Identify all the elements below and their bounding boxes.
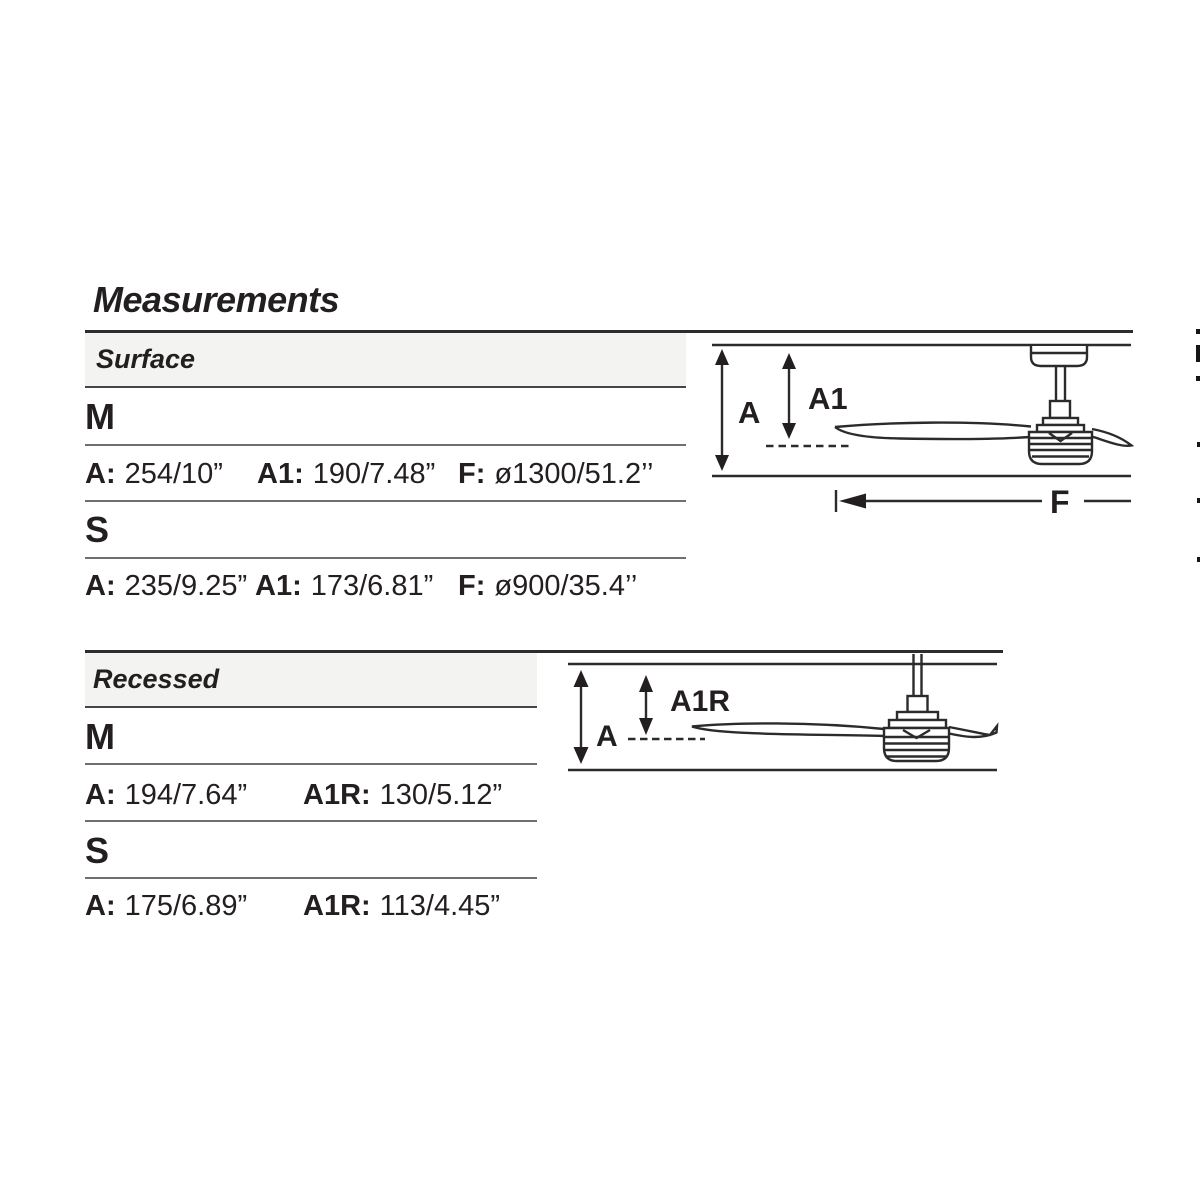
measurement-value: 194/7.64” — [124, 779, 248, 811]
cropped-right-edge-fragment — [1196, 345, 1200, 362]
recessed-row-s-measurements — [85, 892, 537, 922]
arrowhead-a-up — [574, 670, 589, 687]
arrowhead-a1-up — [782, 353, 796, 369]
recessed-header — [85, 653, 537, 708]
measurement-a1r — [303, 892, 500, 921]
recessed-size-m-label: M — [85, 716, 115, 757]
measurement-value: 254/10” — [124, 458, 223, 490]
fan-flange-step1 — [897, 712, 938, 720]
measurement-a1 — [257, 460, 435, 489]
recessed-divider-1 — [85, 763, 537, 765]
arrowhead-a-down — [715, 455, 729, 471]
measurement-value: 113/4.45” — [379, 890, 501, 922]
surface-header — [85, 333, 686, 388]
surface-divider-1 — [85, 444, 686, 446]
recessed-divider-3 — [85, 877, 537, 879]
surface-header-label: Surface — [96, 344, 196, 374]
measurement-a — [85, 460, 223, 489]
fan-rod-coupler — [908, 696, 928, 712]
measurement-value: ø900/35.4’’ — [494, 570, 638, 602]
measurement-a1 — [255, 572, 433, 601]
fan-canopy — [1031, 346, 1087, 366]
surface-size-s-label: S — [85, 509, 110, 550]
surface-divider-3 — [85, 557, 686, 559]
fan-blade-left — [692, 723, 884, 736]
measurement-value: 130/5.12” — [379, 779, 503, 811]
fan-downrod — [1056, 366, 1065, 401]
dim-label-a: A — [596, 720, 618, 753]
measurement-label: A: — [85, 458, 116, 490]
measurement-label: A1: — [257, 458, 304, 490]
fan-blade-right — [1092, 429, 1132, 446]
fan-blade-left-edge — [835, 427, 1031, 439]
cropped-right-edge-fragment — [1196, 329, 1200, 334]
arrowhead-a-up — [715, 349, 729, 365]
measurement-label: F: — [458, 570, 486, 602]
measurement-label: A1R: — [303, 890, 371, 922]
measurement-value: 190/7.48” — [312, 458, 436, 490]
measurement-label: A1R: — [303, 779, 371, 811]
measurement-value: 173/6.81” — [310, 570, 434, 602]
measurement-a1r — [303, 781, 502, 810]
surface-size-m-label: M — [85, 396, 115, 437]
dim-label-f: F — [1050, 484, 1070, 520]
recessed-divider-2 — [85, 820, 537, 822]
fan-blade-left — [835, 423, 1031, 427]
surface-mounting-diagram — [700, 333, 1145, 525]
measurement-a — [85, 572, 247, 601]
dim-label-a: A — [738, 395, 761, 430]
recessed-row-m-measurements — [85, 781, 537, 811]
measurement-a — [85, 781, 247, 810]
measurement-f — [458, 460, 653, 489]
recessed-mounting-diagram — [560, 653, 1008, 780]
measurement-label: A1: — [255, 570, 302, 602]
surface-divider-2 — [85, 500, 686, 502]
fan-blade-right — [949, 726, 997, 737]
measurement-label: A: — [85, 779, 116, 811]
measurement-value: ø1300/51.2’’ — [494, 458, 654, 490]
dim-label-a1: A1 — [808, 381, 848, 416]
measurement-label: F: — [458, 458, 486, 490]
fan-rod-coupler — [1050, 401, 1070, 418]
arrowhead-a-down — [574, 747, 589, 764]
cropped-right-edge-fragment — [1196, 376, 1200, 381]
dim-label-a1r: A1R — [670, 685, 731, 718]
measurement-label: A: — [85, 570, 116, 602]
surface-row-m-measurements — [85, 460, 686, 490]
arrowhead-a1r-down — [639, 718, 653, 735]
measurement-value: 175/6.89” — [124, 890, 248, 922]
surface-row-s-measurements — [85, 572, 686, 602]
measurement-a — [85, 892, 247, 921]
arrowhead-f-left — [839, 494, 866, 509]
measurement-value: 235/9.25” — [124, 570, 248, 602]
page-title: Measurements — [93, 279, 340, 320]
arrowhead-a1-down — [782, 423, 796, 439]
measurement-label: A: — [85, 890, 116, 922]
recessed-header-label: Recessed — [93, 664, 220, 694]
arrowhead-a1r-up — [639, 675, 653, 692]
recessed-size-s-label: S — [85, 830, 110, 871]
fan-downrod — [914, 654, 922, 696]
measurement-f — [458, 572, 637, 601]
